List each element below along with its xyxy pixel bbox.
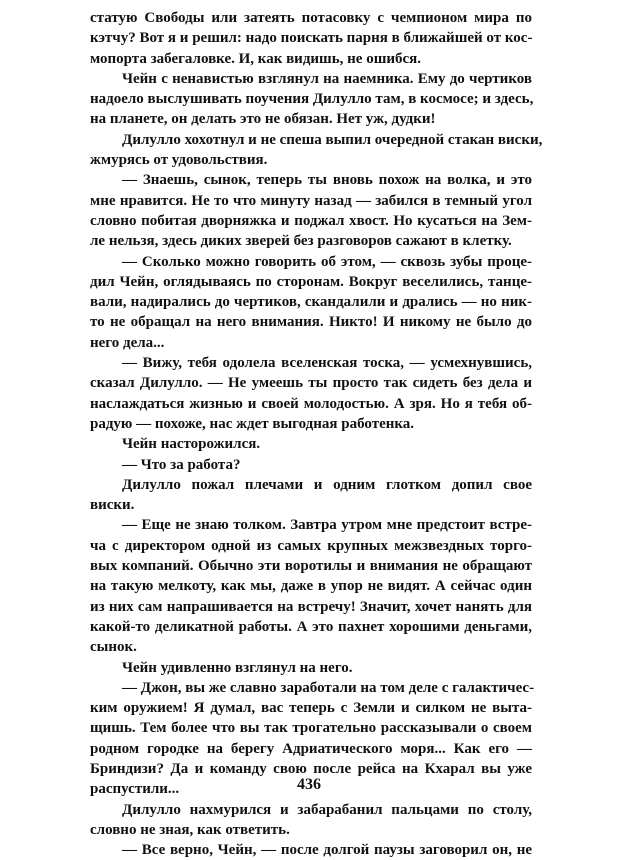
text-line: вых компаний. Обычно эти воротилы и внимания не обращают — [90, 558, 532, 575]
text-line: ким оружием! Я думал, вас теперь с Земли и силком не выта- — [90, 700, 532, 717]
text-line: жмурясь от удовольствия. — [90, 152, 268, 169]
text-line: ле нельзя, здесь диких зверей без разговоров сажают в клетку. — [90, 233, 512, 250]
text-line: наслаждаться жизнью и своей молодостью. А зря. Но я тебя об- — [90, 395, 532, 412]
text-line: сказал Дилулло. — Не умеешь ты просто так сидеть без дела и — [90, 375, 532, 392]
text-line: него дела... — [90, 334, 165, 351]
text-line: какой-то деликатной работы. А это пахнет хорошими деньгами, — [90, 618, 532, 635]
text-line: Чейн с ненавистью взглянул на наемника. Ему до чертиков — [122, 70, 532, 87]
text-line: мопорта забегаловке. И, как видишь, не ошибся. — [90, 50, 422, 67]
text-line: — Еще не знаю толком. Завтра утром мне предстоит встре- — [122, 517, 532, 534]
text-line: Дилулло нахмурился и забарабанил пальцами по столу, — [122, 801, 532, 818]
text-line: Чейн удивленно взглянул на него. — [122, 659, 353, 676]
text-line: сынок. — [90, 639, 137, 656]
text-line: кэтчу? Вот я и решил: надо поискать парня в ближайшей от кос- — [90, 30, 533, 47]
text-line: — Все верно, Чейн, — после долгой паузы заговорил он, не — [122, 842, 532, 859]
page-number: 436 — [297, 776, 321, 793]
text-line: ча с директором одной из самых крупных межзвездных торго- — [90, 537, 532, 554]
text-line: Бриндизи? Да и команду свою после рейса на Кхарал вы уже — [90, 760, 532, 777]
text-line: на планете, он делать это не обязан. Нет уж, дудки! — [90, 111, 436, 128]
text-line: из них сам напрашивается на встречу! Значит, хочет нанять для — [90, 598, 532, 615]
text-line: — Сколько можно говорить об этом, — сквозь зубы проце- — [122, 253, 532, 270]
text-line: Дилулло хохотнул и не спеша выпил очередной стакан виски, — [122, 131, 543, 148]
text-line: статую Свободы или затеять потасовку с чемпионом мира по — [90, 10, 532, 26]
text-line: — Что за работа? — [122, 456, 241, 473]
text-line: словно побитая дворняжка и поджал хвост. Но кусаться на Зем- — [90, 212, 532, 229]
text-line: — Знаешь, сынок, теперь ты вновь похож на волка, и это — [122, 172, 532, 189]
text-line: то не обращал на него внимания. Никто! И никому не было до — [90, 314, 532, 331]
page-text — [90, 8, 543, 860]
text-line: на такую мелкоту, как мы, даже в упор не видят. А сейчас один — [90, 578, 532, 595]
text-line: словно не зная, как ответить. — [90, 821, 290, 838]
text-line: дил Чейн, оглядываясь по сторонам. Вокруг веселились, танце- — [90, 273, 532, 290]
text-line: вали, надирались до чертиков, скандалили и дрались — но ник- — [90, 294, 532, 311]
text-line: — Джон, вы же славно заработали на том деле с галактичес- — [122, 679, 535, 696]
text-line: мне нравится. Не то что минуту назад — забился в темный угол — [90, 192, 532, 209]
text-line: надоело выслушивать поучения Дилулло там, в космосе; и здесь, — [90, 91, 534, 108]
text-line: виски. — [90, 497, 135, 514]
text-line: — Вижу, тебя одолела вселенская тоска, — усмехнувшись, — [122, 355, 532, 372]
text-line: Дилулло пожал плечами и одним глотком допил свое — [122, 476, 532, 493]
text-line: Чейн насторожился. — [122, 436, 261, 453]
text-line: радую — похоже, нас ждет выгодная работенка. — [90, 415, 415, 432]
text-line: родном городке на берегу Адриатического моря... Как его — — [90, 740, 532, 757]
text-line: распустили... — [90, 781, 180, 798]
text-line: щишь. Тем более что вы так трогательно рассказывали о своем — [90, 720, 532, 737]
